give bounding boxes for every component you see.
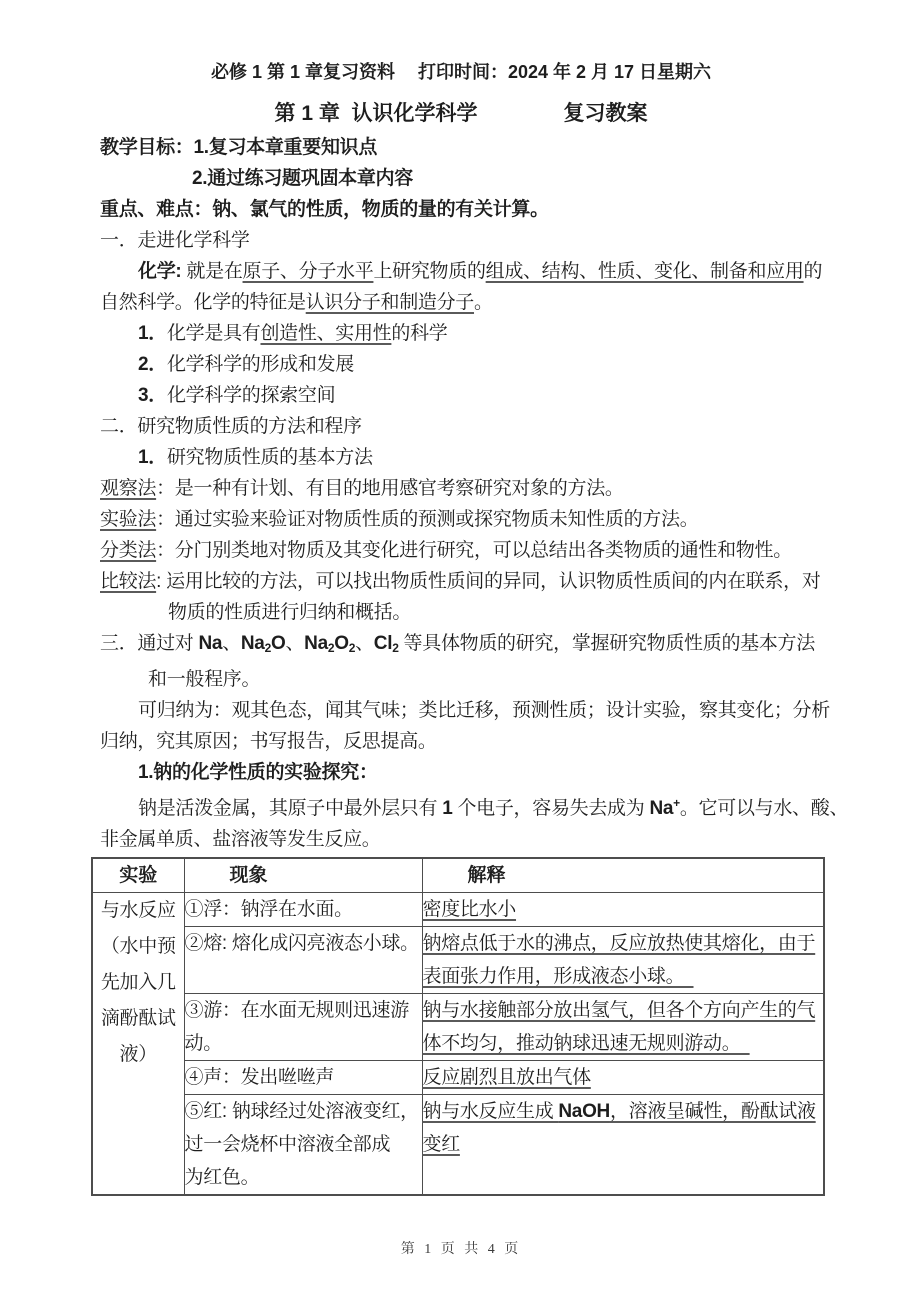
text-segment: O	[334, 633, 349, 654]
text-segment: ②熔: 熔化成闪亮液态小球。	[184, 933, 419, 954]
text-segment: 1	[442, 798, 453, 819]
text-segment: 表面张力作用，形成液态小球。	[422, 966, 694, 987]
text-segment: ①浮：钠浮在水面。	[184, 899, 353, 920]
text-segment: 化学科学的探索空间	[166, 385, 336, 406]
explanation-cell	[422, 1095, 824, 1196]
paragraph-line	[100, 256, 822, 287]
text-segment: 物质的性质进行归纳和概括。	[168, 602, 412, 623]
phenomenon-cell	[184, 1061, 422, 1095]
paragraph-line	[100, 504, 822, 535]
text-segment: 3．	[138, 385, 167, 406]
text-segment: 研究物质性质的基本方法	[166, 447, 373, 468]
text-segment: 三．通过对	[100, 633, 199, 654]
cell-line	[423, 994, 824, 1027]
col-header-phenomenon: 现象	[184, 858, 422, 893]
cell-line	[185, 927, 422, 960]
text-segment: 自然科学。化学的特征是	[100, 292, 306, 313]
text-segment: 钠与水接触部分放出氢气，但各个方向产生的气	[422, 1000, 816, 1021]
text-segment: 2.通过练习题巩固本章内容	[192, 168, 413, 189]
cell-line	[423, 1128, 824, 1161]
text-segment: 钠是活泼金属，其原子中最外层只有	[138, 798, 443, 819]
text-segment: 教学目标：1.复习本章重要知识点	[100, 137, 378, 158]
text-segment: 原子、分子水平	[242, 261, 374, 282]
experiment-label-line: （水中预	[100, 936, 176, 957]
text-segment: 2	[264, 641, 271, 655]
paragraph-line	[100, 566, 822, 597]
doc-title-line	[100, 100, 822, 128]
text-segment: 2	[392, 641, 399, 655]
text-segment: Na	[304, 633, 328, 654]
text-segment: 二．研究物质性质的方法和程序	[100, 416, 362, 437]
experiment-label-line: 与水反应	[100, 900, 176, 921]
table-row	[92, 927, 824, 994]
experiment-label-line: 液）	[119, 1044, 157, 1065]
cell-line	[185, 994, 422, 1027]
text-segment: Na	[240, 633, 265, 654]
cell-line	[185, 1161, 422, 1194]
text-segment: 1．	[138, 447, 167, 468]
text-segment: 过一会烧杯中溶液全部成	[184, 1134, 391, 1155]
text-segment: 。	[474, 292, 493, 313]
paragraph-line	[100, 225, 822, 256]
paragraph-line	[100, 318, 822, 349]
text-segment: 认识分子和制造分子	[305, 292, 475, 313]
phenomenon-cell	[184, 994, 422, 1061]
text-segment: 个电子，容易失去成为	[452, 798, 650, 819]
text-segment: 等具体物质的研究，掌握研究物质性质的基本方法	[398, 633, 815, 654]
text-segment: 组成、结构、性质、变化、制备和应用	[485, 261, 804, 282]
paragraph-line	[100, 664, 822, 695]
cell-line	[185, 1027, 422, 1060]
cell-line	[423, 1027, 824, 1060]
chapter-title: 第 1 章 认识化学科学	[274, 102, 478, 125]
text-segment: 上研究物质的	[373, 261, 486, 282]
paragraph-line	[100, 132, 822, 163]
cell-line	[185, 1061, 422, 1094]
text-segment: 2	[327, 641, 335, 655]
cell-line	[423, 927, 824, 960]
paragraph-line	[100, 788, 849, 824]
text-segment: 可归纳为：观其色态，闻其气味；类比迁移，预测性质；设计实验，察其变化；分析	[138, 700, 830, 721]
paragraph-line	[100, 726, 822, 757]
phenomenon-cell	[184, 927, 422, 994]
text-segment: 、	[222, 633, 241, 654]
paragraph-line	[100, 194, 822, 225]
text-segment: 就是在	[181, 261, 243, 282]
text-segment: ：通过实验来验证对物质性质的预测或探究物质未知性质的方法。	[156, 509, 699, 530]
text-segment: 观察法	[100, 478, 157, 499]
experiment-label-line: 先加入几	[100, 972, 176, 993]
paragraph-line	[100, 695, 830, 726]
text-segment: 的	[803, 261, 823, 282]
paragraph-line	[100, 411, 822, 442]
cell-line	[185, 1095, 422, 1128]
text-segment: +	[673, 796, 680, 810]
text-segment: ：分门别类地对物质及其变化进行研究，可以总结出各类物质的通性和物性。	[156, 540, 792, 561]
table-row	[92, 1095, 824, 1196]
page-footer: 第 1 页 共 4 页	[400, 1242, 522, 1257]
text-segment: 1．	[138, 323, 167, 344]
text-segment: 分类法	[100, 540, 157, 561]
text-segment: 2	[348, 641, 356, 655]
cell-line	[423, 1095, 824, 1128]
cell-line	[423, 960, 824, 993]
document-body	[100, 132, 849, 855]
text-segment: ④声：发出咝咝声	[184, 1067, 335, 1088]
doc-header-line: 必修 1 第 1 章复习资料 打印时间：2024 年 2 月 17 日星期六	[210, 62, 712, 82]
text-segment: Na	[649, 798, 674, 819]
phenomenon-cell	[184, 1095, 422, 1196]
text-segment: 变红	[422, 1134, 460, 1155]
text-segment: 、	[285, 633, 305, 654]
paragraph-line	[100, 380, 822, 411]
phenomenon-cell	[184, 893, 422, 927]
text-segment: 钠熔点低于水的沸点，反应放热使其熔化，由于	[422, 933, 816, 954]
col-header-explanation: 解释	[422, 858, 824, 893]
title-right-label: 复习教案	[563, 102, 648, 125]
text-segment: 化学:	[138, 261, 182, 282]
explanation-cell	[422, 893, 824, 927]
paragraph-line	[100, 473, 822, 504]
text-segment: 密度比水小	[422, 899, 517, 920]
text-segment: 实验法	[100, 509, 157, 530]
text-segment: 比较法	[100, 571, 157, 592]
text-segment: 1.钠的化学性质的实验探究：	[138, 762, 378, 783]
text-segment: 反应剧烈且放出气体	[422, 1067, 591, 1088]
paragraph-line	[100, 597, 822, 628]
experiment-table	[91, 857, 825, 1196]
text-segment: 。它可以与水、酸、	[679, 798, 849, 819]
paragraph-line	[100, 442, 822, 473]
text-segment: 化学是具有	[166, 323, 261, 344]
paragraph-line	[100, 163, 822, 194]
text-segment: 动。	[184, 1033, 222, 1054]
text-segment: 的科学	[391, 323, 448, 344]
text-segment: Na	[198, 633, 223, 654]
text-segment: ：是一种有计划、有目的地用感官考察研究对象的方法。	[156, 478, 624, 499]
text-segment: 化学科学的形成和发展	[166, 354, 354, 375]
paragraph-line	[100, 757, 822, 788]
cell-line	[423, 893, 824, 926]
text-segment: 钠与水反应生成	[422, 1101, 559, 1122]
text-segment: Cl	[373, 633, 393, 654]
table-row	[92, 893, 824, 927]
text-segment: 归纳，究其原因；书写报告，反思提高。	[100, 731, 437, 752]
text-segment: 2．	[138, 354, 167, 375]
paragraph-line	[100, 535, 822, 566]
text-segment: 、	[355, 633, 374, 654]
explanation-cell	[422, 1061, 824, 1095]
paragraph-line	[100, 349, 822, 380]
experiment-label-line: 滴酚酞试	[100, 1008, 176, 1029]
text-segment: 创造性、实用性	[260, 323, 392, 344]
experiment-cell	[92, 893, 184, 1196]
text-segment: 非金属单质、盐溶液等发生反应。	[100, 829, 381, 850]
table-row	[92, 1061, 824, 1095]
text-segment: 为红色。	[184, 1167, 260, 1188]
text-segment: 重点、难点：钠、氯气的性质，物质的量的有关计算。	[100, 199, 549, 220]
paragraph-line	[100, 824, 822, 855]
text-segment: 一．走进化学科学	[100, 230, 250, 251]
paragraph-line	[100, 628, 822, 664]
explanation-cell	[422, 927, 824, 994]
text-segment: ⑤红: 钠球经过处溶液变红，	[184, 1101, 419, 1122]
cell-line	[185, 893, 422, 926]
text-segment: ，溶液呈碱性，酚酞试液	[609, 1101, 816, 1122]
cell-line	[185, 1128, 422, 1161]
table-header-row	[92, 858, 824, 893]
cell-line	[423, 1061, 824, 1094]
text-segment: : 运用比较的方法，可以找出物质性质间的异同，认识物质性质间的内在联系，对	[156, 571, 821, 592]
text-segment: NaOH	[558, 1101, 610, 1122]
explanation-cell	[422, 994, 824, 1061]
text-segment: 和一般程序。	[148, 669, 261, 690]
col-header-experiment: 实验	[92, 858, 184, 893]
text-segment: ③游：在水面无规则迅速游	[184, 1000, 409, 1021]
text-segment: 体不均匀，推动钠球迅速无规则游动。	[422, 1033, 750, 1054]
paragraph-line	[100, 287, 822, 318]
text-segment: O	[270, 633, 286, 654]
table-row	[92, 994, 824, 1061]
